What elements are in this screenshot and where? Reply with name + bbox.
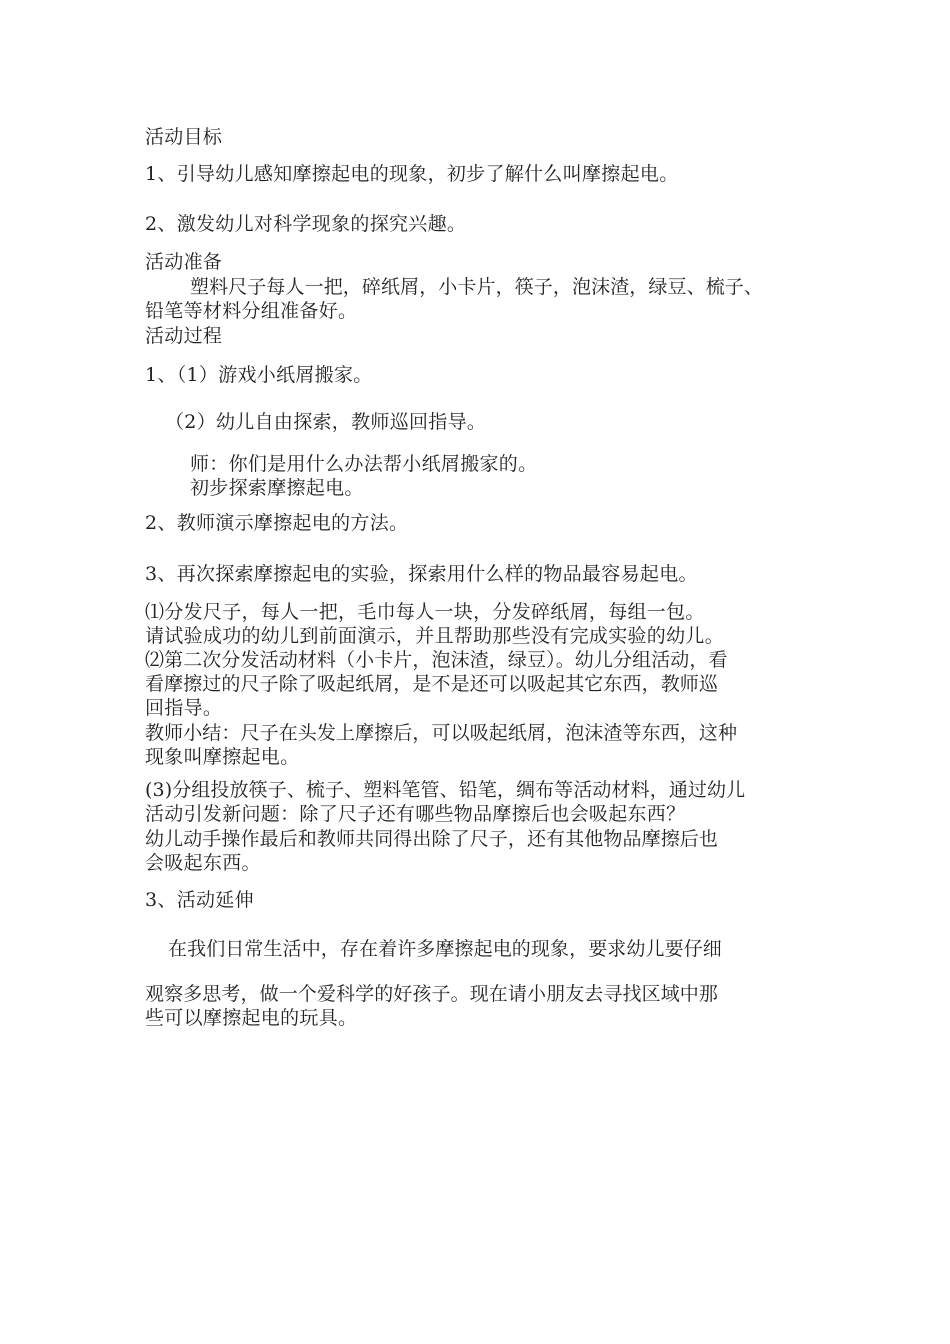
- process-step-3: 3、再次探索摩擦起电的实验，探索用什么样的物品最容易起电。: [145, 563, 698, 585]
- preparation-line-1: 塑料尺子每人一把，碎纸屑，小卡片，筷子，泡沫渣，绿豆、梳子、: [190, 276, 764, 298]
- goal-item-1: 1、引导幼儿感知摩擦起电的现象，初步了解什么叫摩擦起电。: [145, 163, 679, 185]
- extension-line-1: 在我们日常生活中，存在着许多摩擦起电的现象，要求幼儿要仔细: [168, 938, 722, 960]
- extension-line-2: 观察多思考，做一个爱科学的好孩子。现在请小朋友去寻找区域中那: [145, 983, 719, 1005]
- conclusion-line-2: 会吸起东西。: [145, 852, 261, 874]
- process-step-2: 2、教师演示摩擦起电的方法。: [145, 512, 409, 534]
- sub-step-3-line-1: (3)分组投放筷子、梳子、塑料笔管、铅笔，绸布等活动材料，通过幼儿: [145, 779, 746, 801]
- sub-step-1-line-2: 请试验成功的幼儿到前面演示，并且帮助那些没有完成实验的幼儿。: [145, 625, 725, 647]
- preparation-heading: 活动准备: [145, 251, 223, 273]
- process-heading: 活动过程: [145, 325, 223, 347]
- sub-step-2-line-2: 看摩擦过的尺子除了吸起纸屑，是不是还可以吸起其它东西，教师巡: [145, 673, 719, 695]
- teacher-summary-line-2: 现象叫摩擦起电。: [145, 746, 300, 768]
- goal-item-2: 2、激发幼儿对科学现象的探究兴趣。: [145, 213, 467, 235]
- sub-step-3-line-2: 活动引发新问题：除了尺子还有哪些物品摩擦后也会吸起东西？: [145, 803, 686, 825]
- teacher-question: 师：你们是用什么办法帮小纸屑搬家的。: [190, 453, 538, 475]
- teacher-summary-line-1: 教师小结：尺子在头发上摩擦后，可以吸起纸屑，泡沫渣等东西，这种: [145, 722, 738, 744]
- process-step-1: 1、（1）游戏小纸屑搬家。: [145, 364, 373, 386]
- conclusion-line-1: 幼儿动手操作最后和教师共同得出除了尺子，还有其他物品摩擦后也: [145, 828, 719, 850]
- sub-step-1-line-1: ⑴分发尺子，每人一把，毛巾每人一块，分发碎纸屑，每组一包。: [145, 601, 705, 623]
- preparation-line-2: 铅笔等材料分组准备好。: [145, 300, 358, 322]
- initial-exploration: 初步探索摩擦起电。: [190, 477, 364, 499]
- extension-line-3: 些可以摩擦起电的玩具。: [145, 1007, 358, 1029]
- extension-heading: 3、活动延伸: [145, 889, 254, 911]
- sub-step-2-line-3: 回指导。: [145, 697, 223, 719]
- process-step-1b: （2）幼儿自由探索，教师巡回指导。: [165, 411, 487, 433]
- goals-heading: 活动目标: [145, 126, 223, 148]
- sub-step-2-line-1: ⑵第二次分发活动材料（小卡片，泡沫渣，绿豆）。幼儿分组活动，看: [145, 649, 728, 671]
